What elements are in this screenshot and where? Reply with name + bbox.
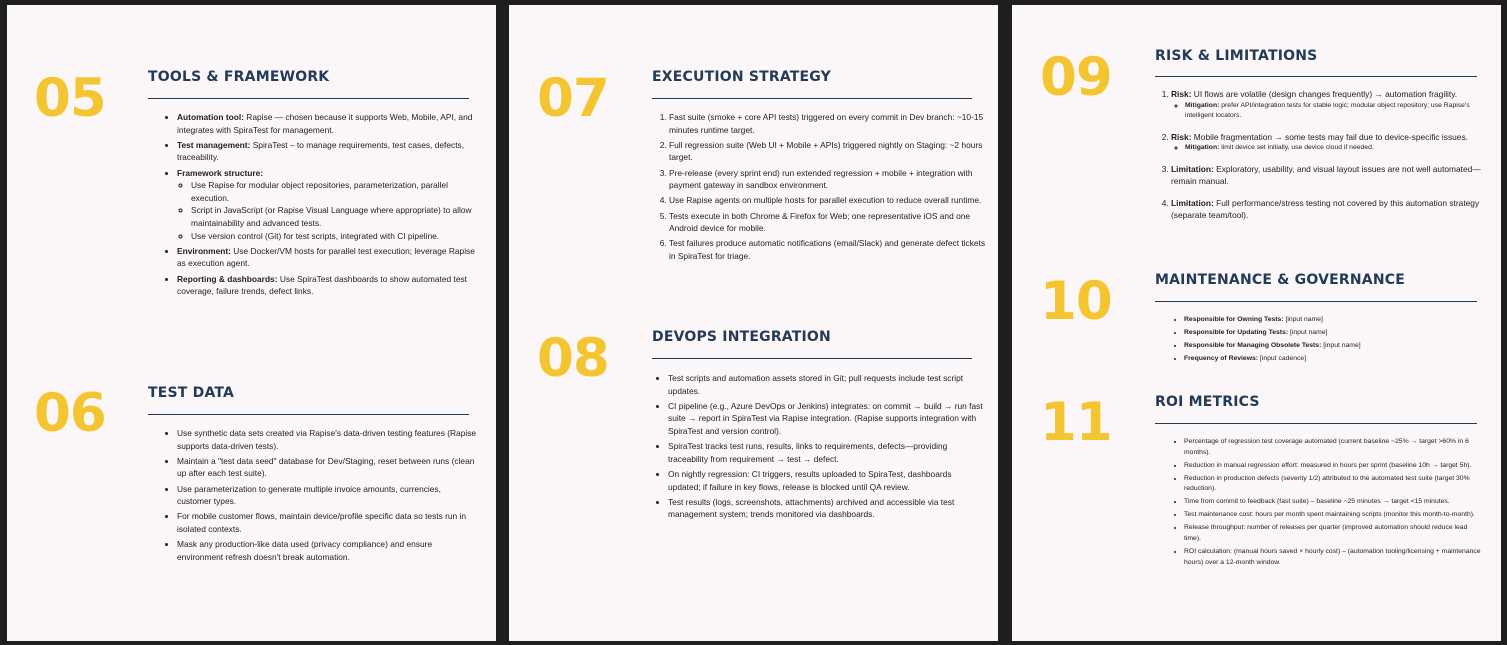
list-item: ◦ Use version control (Git) for test scripts, integrated with CI pipeline. (191, 230, 477, 243)
list-item: • Framework structure: ◦ Use Rapise for modular object repositories, parameterization, parallel execution. ◦ Script in JavaScript (or Rapise Visual Language where appropriate) to allow maintainability and advanced tests. ◦ Use version control (Git) for test scripts, integrated with CI pipeline. (177, 167, 477, 243)
list-item: • SpiraTest tracks test runs, results, links to requirements, defects—providing traceability from requirement → test → defect. (668, 440, 986, 465)
section-number-09: 09 (1040, 47, 1112, 108)
section-title-risk-limitations: RISK & LIMITATIONS (1155, 48, 1318, 64)
maintenance-governance-list (1170, 315, 1484, 367)
section-number-11: 11 (1040, 392, 1112, 453)
section-title-maintenance-governance: MAINTENANCE & GOVERNANCE (1155, 272, 1405, 288)
execution-strategy-list (653, 111, 989, 265)
list-item: • Reduction in manual regression effort: measured in hours per sprint (baseline 10h → target 5h). (1184, 461, 1484, 472)
list-item: 3. Limitation: Exploratory, usability, and visual layout issues are not well automated—remain manual. (1171, 163, 1493, 188)
section-title-execution-strategy: EXECUTION STRATEGY (652, 69, 832, 85)
section-number-10: 10 (1040, 271, 1112, 332)
list-item: 5. Tests execute in both Chrome & Firefox for Web; one representative iOS and one Android device for mobile. (669, 210, 989, 235)
roi-metrics-list (1170, 437, 1484, 571)
list-item: 4. Use Rapise agents on multiple hosts for parallel execution to reduce overall runtime. (669, 194, 989, 207)
section-title-tools-framework: TOOLS & FRAMEWORK (148, 69, 330, 85)
section-divider (148, 98, 469, 99)
tools-framework-list (163, 111, 477, 300)
list-item: • For mobile customer flows, maintain device/profile specific data so tests run in isolated contexts. (177, 510, 477, 535)
section-title-roi-metrics: ROI METRICS (1155, 394, 1260, 410)
list-item: 4. Limitation: Full performance/stress testing not covered by this automation strategy (separate team/tool). (1171, 197, 1493, 222)
list-item: • Environment: Use Docker/VM hosts for parallel test execution; leverage Rapise as execution agent. (177, 245, 477, 270)
list-item: • Reporting & dashboards: Use SpiraTest dashboards to show automated test coverage, failure trends, defect links. (177, 273, 477, 298)
list-item: • Automation tool: Rapise — chosen because it supports Web, Mobile, API, and integrates with SpiraTest for management. (177, 111, 477, 136)
list-item: • Responsible for Managing Obsolete Tests: [input name] (1184, 341, 1484, 352)
section-divider (1155, 301, 1477, 302)
list-item: ◦ Mitigation: prefer API/integration tests for stable logic; modular object repository; use Rapise's intelligent locators. (1185, 101, 1493, 122)
list-item: • Maintain a "test data seed" database for Dev/Staging, reset between runs (clean up after each test suite). (177, 455, 477, 480)
test-data-list (163, 427, 477, 566)
section-divider (652, 358, 972, 359)
list-item: 2. Full regression suite (Web UI + Mobile + APIs) triggered nightly on Staging: ~2 hours target. (669, 139, 989, 164)
section-divider (1155, 76, 1477, 77)
list-item: • Use synthetic data sets created via Rapise's data-driven testing features (Rapise supports data-driven tests). (177, 427, 477, 452)
section-number-08: 08 (537, 328, 609, 389)
list-item: • Release throughput: number of releases per quarter (improved automation should reduce lead time). (1184, 523, 1484, 544)
list-item: • Test results (logs, screenshots, attachments) archived and accessible via test management system; trends monitored via dashboards. (668, 496, 986, 521)
document-page-2 (509, 5, 998, 641)
section-title-test-data: TEST DATA (148, 385, 235, 401)
section-divider (148, 414, 469, 415)
list-item: • Frequency of Reviews: [input cadence] (1184, 354, 1484, 365)
list-item: • Use parameterization to generate multiple invoice amounts, currencies, customer types. (177, 483, 477, 508)
framework-structure-sublist (177, 179, 477, 242)
list-item: • Responsible for Owning Tests: [input name] (1184, 315, 1484, 326)
list-item: ◦ Mitigation: limit device set initially, use device cloud if needed. (1185, 143, 1493, 154)
list-item: • ROI calculation: (manual hours saved × hourly cost) – (automation tooling/licensing + maintenance hours) over a 12-month window. (1184, 547, 1484, 568)
section-number-05: 05 (34, 68, 106, 129)
list-item: • Mask any production-like data used (privacy compliance) and ensure environment refresh doesn't break automation. (177, 538, 477, 563)
section-divider (1155, 423, 1477, 424)
list-item: ◦ Use Rapise for modular object repositories, parameterization, parallel execution. (191, 179, 477, 204)
list-item: • Test management: SpiraTest – to manage requirements, test cases, defects, traceability. (177, 139, 477, 164)
list-item: 6. Test failures produce automatic notifications (email/Slack) and generate defect tickets in SpiraTest for triage. (669, 237, 989, 262)
section-divider (652, 98, 972, 99)
document-page-1 (7, 5, 496, 641)
list-item: 2. Risk: Mobile fragmentation → some tests may fail due to device-specific issues. ◦ Mitigation: limit device set initially, use device cloud if needed. (1171, 131, 1493, 154)
risk-limitations-list (1155, 88, 1493, 225)
list-item: • Test scripts and automation assets stored in Git; pull requests include test script updates. (668, 372, 986, 397)
list-item: 3. Pre-release (every sprint end) run extended regression + mobile + integration with payment gateway in sandbox environment. (669, 167, 989, 192)
section-title-devops-integration: DEVOPS INTEGRATION (652, 329, 831, 345)
list-item: • Time from commit to feedback (fast suite) – baseline ~25 minutes → target <15 minutes. (1184, 497, 1484, 508)
list-item: • CI pipeline (e.g., Azure DevOps or Jenkins) integrates: on commit → build → run fast suite → report in SpiraTest via Rapise integration. (Rapise supports integration with SpiraTest and version control). (668, 400, 986, 438)
list-item: • Reduction in production defects (severity 1/2) attributed to the automated test suite (target 30% reduction). (1184, 474, 1484, 495)
list-item: 1. Fast suite (smoke + core API tests) triggered on every commit in Dev branch: ~10-15 minutes runtime target. (669, 111, 989, 136)
list-item: • Responsible for Updating Tests: [input name] (1184, 328, 1484, 339)
mitigation-sublist (1171, 143, 1493, 154)
section-number-07: 07 (537, 68, 609, 129)
list-item: • Percentage of regression test coverage automated (current baseline ~25% → target >60% in 6 months). (1184, 437, 1484, 458)
mitigation-sublist (1171, 101, 1493, 122)
section-number-06: 06 (34, 383, 106, 444)
list-item: 1. Risk: UI flows are volatile (design changes frequently) → automation fragility. ◦ Mitigation: prefer API/integration tests for stable logic; modular object repository; use Rapise's intelligent locators. (1171, 88, 1493, 122)
list-item: ◦ Script in JavaScript (or Rapise Visual Language where appropriate) to allow maintainability and advanced tests. (191, 204, 477, 229)
document-page-3 (1012, 5, 1501, 641)
list-item: • On nightly regression: CI triggers, results uploaded to SpiraTest, dashboards updated; if failure in key flows, release is blocked until QA review. (668, 468, 986, 493)
list-item: • Test maintenance cost: hours per month spent maintaining scripts (monitor this month-to-month). (1184, 510, 1484, 521)
devops-integration-list (654, 372, 986, 524)
